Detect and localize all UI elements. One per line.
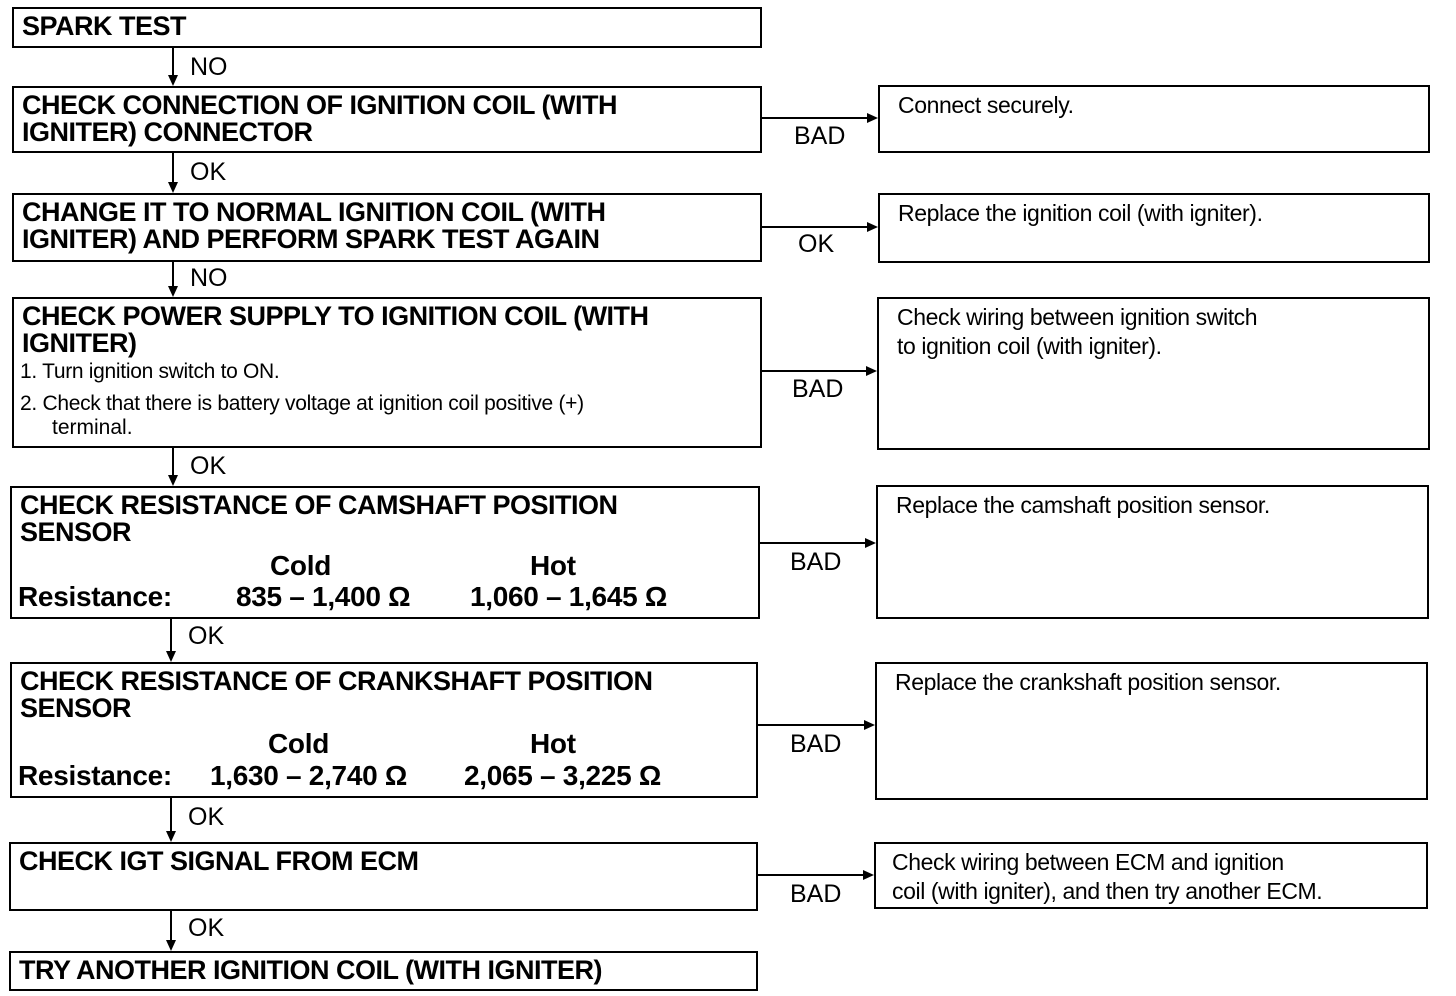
- arrow-down-2-icon: [168, 182, 178, 193]
- try-coil-title: TRY ANOTHER IGNITION COIL (WITH IGNITER): [19, 955, 602, 985]
- connector-right-3: [762, 370, 867, 372]
- result-replace-camshaft-text: Replace the camshaft position sensor.: [896, 492, 1270, 518]
- result-check-wiring-ecm-line2: coil (with igniter), and then try another ECM.: [892, 878, 1323, 904]
- change-coil-box: [12, 193, 762, 262]
- result-connect-text: Connect securely.: [898, 92, 1074, 118]
- connector-right-2: [762, 226, 868, 228]
- result-check-wiring-ecm-box: [874, 842, 1428, 909]
- check-connection-box: [12, 86, 762, 153]
- check-camshaft-title-line1: CHECK RESISTANCE OF CAMSHAFT POSITION: [20, 490, 618, 520]
- crankshaft-resistance-label: Resistance:: [18, 760, 172, 791]
- check-power-step2: 2. Check that there is battery voltage at ignition coil positive (+): [20, 392, 584, 415]
- result-replace-camshaft-box: [876, 485, 1429, 619]
- arrow-right-2-icon: [867, 222, 878, 232]
- connector-down-5: [170, 619, 172, 652]
- check-crankshaft-title-line1: CHECK RESISTANCE OF CRANKSHAFT POSITION: [20, 666, 653, 696]
- arrow-down-7-icon: [166, 940, 176, 951]
- arrow-down-6-icon: [166, 831, 176, 842]
- arrow-right-4-icon: [865, 538, 876, 548]
- result-connect-box: [878, 85, 1430, 153]
- label-right-4: BAD: [790, 548, 842, 576]
- check-power-step2-cont: terminal.: [52, 416, 133, 439]
- result-check-wiring-switch-box: [877, 297, 1430, 450]
- connector-down-1: [172, 48, 174, 76]
- check-camshaft-title-line2: SENSOR: [20, 517, 132, 547]
- crankshaft-hot-value: 2,065 – 3,225 Ω: [464, 760, 661, 791]
- connector-down-2: [172, 153, 174, 183]
- label-right-6: BAD: [790, 880, 842, 908]
- connector-right-5: [758, 724, 865, 726]
- spark-test-box: [12, 7, 762, 48]
- crankshaft-cold-value: 1,630 – 2,740 Ω: [210, 760, 407, 791]
- check-power-step1: 1. Turn ignition switch to ON.: [20, 360, 280, 383]
- arrow-down-5-icon: [166, 651, 176, 662]
- connector-right-4: [760, 542, 866, 544]
- check-power-title-line2: IGNITER): [22, 328, 137, 358]
- camshaft-hot-value: 1,060 – 1,645 Ω: [470, 581, 667, 612]
- result-replace-coil-text: Replace the ignition coil (with igniter).: [898, 200, 1263, 226]
- result-check-wiring-switch-line2: to ignition coil (with igniter).: [897, 333, 1162, 359]
- change-coil-title-line1: CHANGE IT TO NORMAL IGNITION COIL (WITH: [22, 197, 606, 227]
- result-replace-crankshaft-text: Replace the crankshaft position sensor.: [895, 669, 1281, 695]
- crankshaft-cold-label: Cold: [268, 728, 330, 759]
- label-right-1: BAD: [794, 122, 846, 150]
- check-camshaft-box: [10, 486, 760, 619]
- arrow-down-3-icon: [168, 286, 178, 297]
- label-down-5: OK: [188, 622, 225, 650]
- arrow-down-1-icon: [168, 75, 178, 86]
- connector-down-3: [172, 262, 174, 287]
- label-down-1: NO: [190, 53, 228, 81]
- label-right-2: OK: [798, 230, 835, 258]
- label-down-7: OK: [188, 914, 225, 942]
- label-down-4: OK: [190, 452, 227, 480]
- check-connection-title-line2: IGNITER) CONNECTOR: [22, 117, 313, 147]
- arrow-right-6-icon: [863, 870, 874, 880]
- crankshaft-hot-label: Hot: [530, 728, 576, 759]
- result-replace-crankshaft-box: [875, 662, 1428, 800]
- check-power-title-line1: CHECK POWER SUPPLY TO IGNITION COIL (WITH: [22, 301, 649, 331]
- arrow-down-4-icon: [168, 475, 178, 486]
- check-igt-title: CHECK IGT SIGNAL FROM ECM: [19, 846, 419, 876]
- check-connection-title-line1: CHECK CONNECTION OF IGNITION COIL (WITH: [22, 90, 617, 120]
- connector-down-4: [172, 448, 174, 476]
- label-right-3: BAD: [792, 375, 844, 403]
- result-check-wiring-switch-line1: Check wiring between ignition switch: [897, 304, 1258, 330]
- spark-test-title: SPARK TEST: [22, 11, 187, 41]
- camshaft-cold-label: Cold: [270, 550, 332, 581]
- label-right-5: BAD: [790, 730, 842, 758]
- check-crankshaft-box: [10, 662, 758, 798]
- check-igt-box: [9, 842, 758, 911]
- connector-down-6: [170, 798, 172, 832]
- change-coil-title-line2: IGNITER) AND PERFORM SPARK TEST AGAIN: [22, 224, 600, 254]
- arrow-right-3-icon: [866, 366, 877, 376]
- camshaft-hot-label: Hot: [530, 550, 576, 581]
- connector-right-1: [762, 117, 868, 119]
- label-down-2: OK: [190, 158, 227, 186]
- check-crankshaft-title-line2: SENSOR: [20, 693, 132, 723]
- camshaft-resistance-label: Resistance:: [18, 581, 172, 612]
- result-check-wiring-ecm-line1: Check wiring between ECM and ignition: [892, 849, 1284, 875]
- try-coil-box: [9, 951, 758, 991]
- arrow-right-5-icon: [864, 720, 875, 730]
- result-replace-coil-box: [878, 193, 1430, 263]
- check-power-box: [12, 297, 762, 448]
- label-down-3: NO: [190, 264, 228, 292]
- camshaft-cold-value: 835 – 1,400 Ω: [236, 581, 411, 612]
- connector-down-7: [170, 911, 172, 941]
- label-down-6: OK: [188, 803, 225, 831]
- arrow-right-1-icon: [867, 113, 878, 123]
- connector-right-6: [758, 874, 864, 876]
